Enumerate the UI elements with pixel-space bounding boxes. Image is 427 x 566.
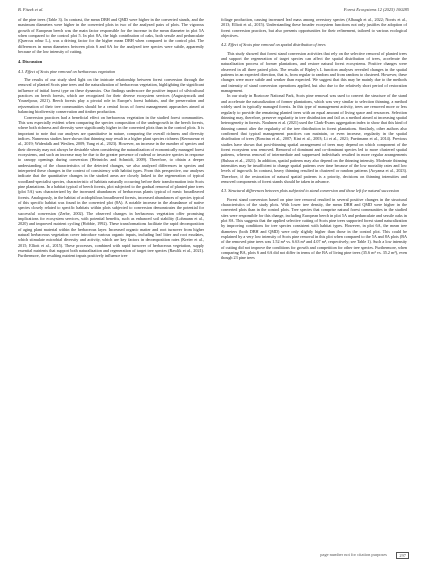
paragraph: This study showed that forest stand conversion activities that rely on the selective removal of planted trees and support the regeneration of target species can affect the spatial distribution of trees, accelerate the naturalization process of former plantations, and restore natural forest ecosystems. Positive changes were observed in all three paired plots. The results of Ripley's L function analyses revealed changes in the spatial patterns in an expected direction, that is, from regular to random and from random to clustered. However, these changes were more subtle and weaker than expected. We suggest that this may be mainly due to the methods and intensity of stand conversion operations applied, but also due to the relatively short period of restoration management. [221,50,407,94]
paragraph: Forest stand conversion based on pine tree removal resulted in several positive changes in the structural characteristics of the study plots. With lower tree density, the mean DBH and QMD were higher in the converted plots than in the control plots. Tree species that comprise natural forest communities in the studied sites were responsible for this change, including European beech in plot 5A and pedunculate and sessile oaks in plot 8A. This suggests that the applied selective cutting of Scots pine trees supported forest stand naturalization by improving conditions for tree species consistent with habitat types. However, in plot 6A, the mean tree diameters (both DBH and QMD) were only slightly higher than those in the control plot. This could be explained by a very low intensity of Scots pine removal in this plot when compared to the 5A and 8A plots (BA of the removed pine trees was 1.52 m² vs. 6.63 m² and 4.07 m², respectively; see Table 1). Such a low intensity of cutting did not improve the conditions for growth and competition for other tree species. Furthermore, when comparing BA, plots 6 and 6A did not differ in terms of the BA of living pine trees (35.6 m² vs. 35.2 m²), even though 23 pine trees [221,196,407,261]
paragraph: In our study in Roztocze National Park, Scots pine removal was used to convert the structure of the stand and accelerate the naturalization of former plantations, which was very similar to selection thinning, a method widely used in typically managed forests. In this type of management activity, trees are removed more or less regularly to provide the remaining planted trees with an equal amount of living space and resources. Selection thinning may, therefore, preserve regularity in tree distribution and fail as a method aimed at increasing spatial heterogeneity in forests. Nouhnen et al. (2021) used the Clark-Evans aggregation index to show that this kind of thinning cannot alter the regularity of the tree distribution in forest plantations. Similarly, other authors also confirmed that typical management practices can maintain, or even increase, regularity in the spatial distribution of trees (Boncina et al., 2007; Kint et al., 2003; Li et al., 2021; Puettmann et al., 2014). Previous studies have shown that post-thinning spatial arrangement of trees may depend on which component of the forest ecosystem was removed. Removal of dominant and co-dominant species led to more clustered spatial patterns, whereas removal of intermediate and suppressed individuals resulted in more regular arrangements (Bulusu et al., 2021). In addition, spatial patterns may also depend on the thinning intensity. Moderate thinning intensities may be insufficient to change spatial patterns over time because of the low mortality rates and low levels of ingrowth. In contrast, heavy thinning resulted in clustered or random patterns (Aoyama et al., 2023). Therefore, if the restoration of natural spatial patterns is a priority, decisions on thinning intensities and removed components of forest stands should be taken in advance. [221,93,407,184]
left-column [18,17,204,259]
footer-note: page number not for citation purposes [320,552,387,557]
page-footer [18,552,409,560]
subsection-heading-4-2: 4.2. Effect of Scots pine removal on spatial distribution of trees [221,42,326,48]
running-header-authors: B. Fitzek et al. [18,7,44,12]
subsection-heading-4-1: 4.1. Effect of Scots pine removal on herbaceous vegetation [18,68,116,74]
section-heading-discussion: 4. Discussion [18,59,43,65]
paragraph: foliage production, causing increased leaf mass among overstory species (Albaugh et al., 2022; Norris et al., 2013; Elliott et al., 2015). Understanding these broader ecosystem functions not only justifies the adoption of forest conversion practices, but also presents opportunities for their refinement, tailored to various ecological objectives. [221,17,407,39]
right-column [221,17,407,261]
paragraph: The results of our study shed light on the intricate relationship between forest conversion through the removal of planted Scots pine trees and the naturalization of herbaceous vegetation, highlighting the significant influence of initial forest type on these dynamics. Our findings underscore the positive impact of silvicultural practices on beech forests, which are recognized for their diverse ecosystem services (Augustynczik and Yousefpour, 2021). Beech forests play a pivotal role in Europe's forest habitats, and the preservation and rejuvenation of their tree communities should be a central focus of forest management approaches aimed at balancing biodiversity conservation and timber production. [18,77,204,115]
paragraph: Conversion practices had a beneficial effect on herbaceous vegetation in the studied forest communities. This was especially evident when comparing the species composition of the undergrowth in the beech forests, where both richness and diversity were significantly higher in the converted plots than in the control plots. It is important to note that our analyses are quantitative in nature, comparing the overall richness and diversity indices. Numerous studies have shown that thinning may result in a higher plant species richness (Kermavnar et al., 2019; Widenfalk and Weslien, 2009; Yang et al., 2023). However, an increase in the number of species and their diversity may not always be desirable when considering the naturalization of economically managed forest ecosystems, and such an increase may be due to the greater presence of ruderal or invasive species in response to canopy openings during conversion (Heinrichs and Schmidt, 2009). Therefore, to obtain a deeper understanding of the characteristics of the detected changes, we also analyzed differences in species and interpreted these changes in the context of consistency with habitat types. From this perspective, our analyses indicate that the quantitative changes in the studied areas are closely linked to the regeneration of typical woodland-specialist species, characteristic of habitats naturally occurring before their transformation into Scots pine plantations. In a habitat typical of beech forests, plot subjected to the gradual removal of planted pine trees (plot 5A) was characterized by the increased abundances of herbaceous plants typical of mesic broadleaved forests. Analogously, in the habitat of acidophilous broadleaved forests, increased abundances of species typical of this specific habitat was found in the converted plot (8A). A notable increase in the abundance of native species closely related to specific habitats within plots subjected to conversion demonstrates the potential for successful conversion (Zerbe, 2002). The observed changes in herbaceous vegetation offer promising implications for ecosystem services, with potential benefits, such as enhanced soil stability (Lohmann et al., 2020) and improved nutrient cycling (Hobbie, 1992). These transformations facilitate the rapid decomposition of aging plant material within the herbaceous layer. Increased organic matter and root turnover from higher natural herbaceous vegetation cover introduce various organic inputs, including leaf litter and root exudates, which stimulate microbial diversity and activity, which are key factors in decomposition rates (Kreier et al., 2015; Elliott et al., 2015). These processes, combined with rapid turnover of herbaceous vegetation, supply essential nutrients that support both naturalization and regeneration of target tree species (Rawlik et al., 2021). Furthermore, the resulting nutrient inputs positively influence tree [18,114,204,259]
running-header-journal: Forest Ecosystems 12 (2025) 100285 [343,7,409,12]
paragraph: of the pine trees (Table 3). In contrast, the mean DBH and QMD were higher in the converted stands, and the maximum diameters were higher in the converted plots in two of the analyzed pairs of plots. The vigorous growth of European beech was the main factor responsible for the increase in the mean diameter in plot 5A when compared to the control plot 5. In plot 8A, the high contribution of oaks, both sessile and pedunculate (Quercus robur L.), was a driving factor for the higher mean DBH when compared to the control plot. The differences in mean diameters between plots 6 and 6A for the analyzed tree species were subtle, apparently because of the low intensity of cutting. [18,17,204,55]
page-number: 297 [396,552,409,559]
subsection-heading-4-3: 4.3. Structural differences between plots subjected to stand conversion and those left for natural succession [221,188,400,194]
